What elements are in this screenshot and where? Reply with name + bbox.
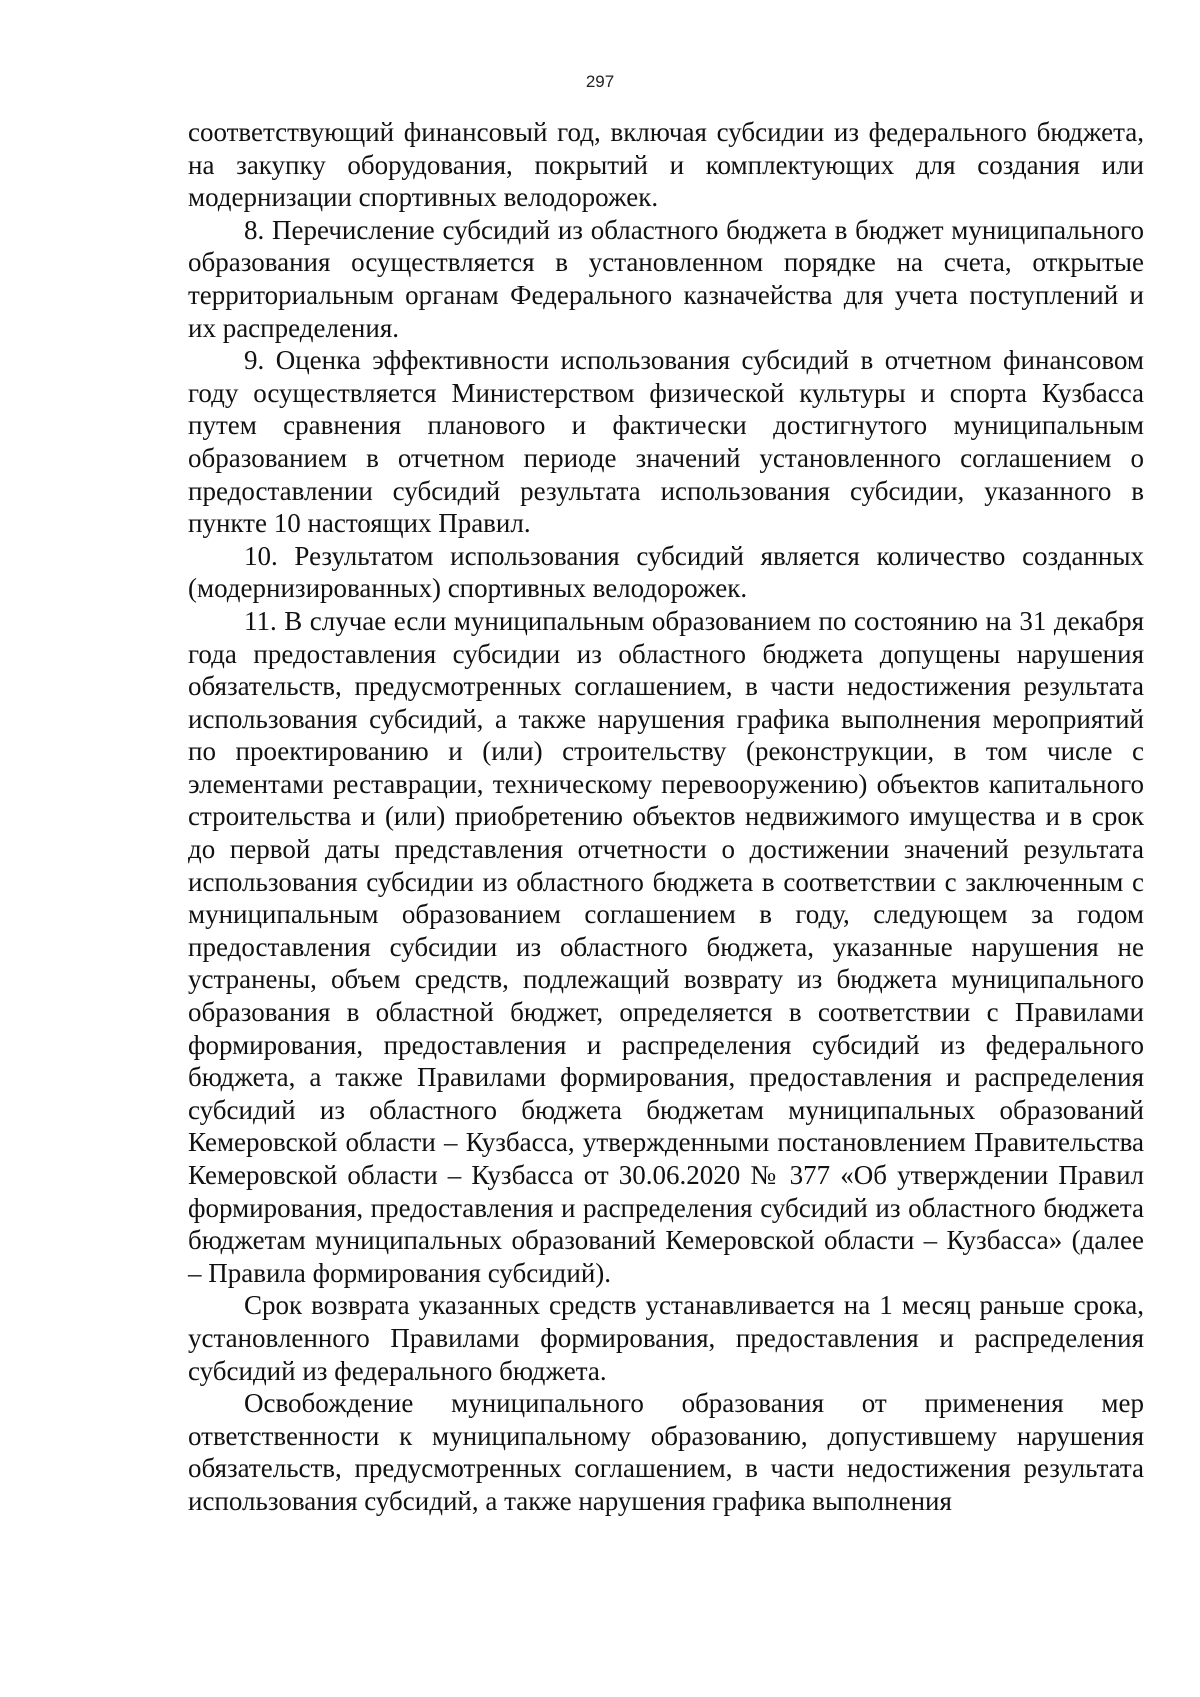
document-body <box>188 116 1144 1518</box>
paragraph-continuation: соответствующий финансовый год, включая субсидии из федерального бюджета, на закупку оборудования, покрытий и комплектующих для создания или модернизации спортивных велодорожек. <box>188 117 1144 213</box>
page-number: 297 <box>585 72 615 91</box>
paragraph-item-9: 9. Оценка эффективности использования субсидий в отчетном финансовом году осуществляется Министерством физической культуры и спорта Кузбасса путем сравнения планового и фактически достигнутого муниципальным образованием в отчетном периоде значений установленного соглашением о предоставлении субсидий результата использования субсидии, указанного в пункте 10 настоящих Правил. <box>188 345 1144 539</box>
paragraph-exemption: Освобождение муниципального образования от применения мер ответственности к муниципальному образованию, допустившему нарушения обязательств, предусмотренных соглашением, в части недостижения результата использования субсидий, а также нарушения графика выполнения <box>188 1388 1144 1516</box>
paragraph-return-deadline: Срок возврата указанных средств устанавливается на 1 месяц раньше срока, установленного Правилами формирования, предоставления и распределения субсидий из федерального бюджета. <box>188 1290 1144 1386</box>
paragraph-item-10: 10. Результатом использования субсидий является количество созданных (модернизированных) спортивных велодорожек. <box>188 540 1144 604</box>
paragraph-item-11: 11. В случае если муниципальным образованием по состоянию на 31 декабря года предоставления субсидии из областного бюджета допущены нарушения обязательств, предусмотренных соглашением, в части недостижения результата использования субсидий, а также нарушения графика выполнения мероприятий по проектированию и (или) строительству (реконструкции, в том числе с элементами реставрации, техническому перевооружению) объектов капитального строительства и (или) приобретению объектов недвижимого имущества и в срок до первой даты представления отчетности о достижении значений результата использования субсидии из областного бюджета в соответствии с заключенным с муниципальным образованием соглашением в году, следующем за годом предоставления субсидии из областного бюджета, указанные нарушения не устранены, объем средств, подлежащий возврату из бюджета муниципального образования в областной бюджет, определяется в соответствии с Правилами формирования, предоставления и распределения субсидий из федерального бюджета, а также Правилами формирования, предоставления и распределения субсидий из областного бюджета бюджетам муниципальных образований Кемеровской области – Кузбасса, утвержденными постановлением Правительства Кемеровской области – Кузбасса от 30.06.2020 № 377 «Об утверждении Правил формирования, предоставления и распределения субсидий из областного бюджета бюджетам муниципальных образований Кемеровской области – Кузбасса» (далее – Правила формирования субсидий). <box>188 605 1144 1288</box>
paragraph-item-8: 8. Перечисление субсидий из областного бюджета в бюджет муниципального образования осуществляется в установленном порядке на счета, открытые территориальным органам Федерального казначейства для учета поступлений и их распределения. <box>188 214 1144 343</box>
